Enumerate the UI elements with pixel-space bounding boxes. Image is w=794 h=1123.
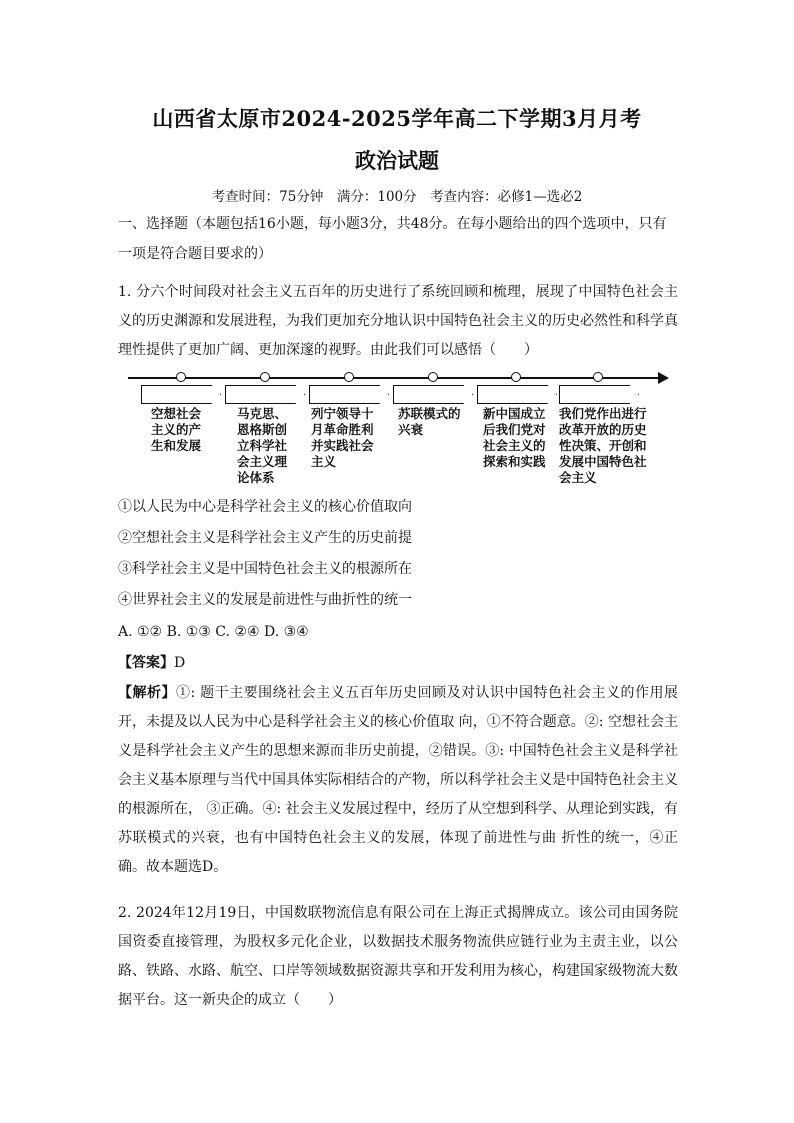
answer-options: A. ①② B. ①③ C. ②④ D. ③④ — [118, 624, 309, 640]
timeline-node — [593, 372, 603, 382]
answer-value: D — [174, 655, 186, 671]
analysis-paragraph — [118, 679, 678, 882]
answer-label: 【答案】 — [118, 655, 174, 671]
timeline-node — [344, 372, 354, 382]
timeline-arrow-tag — [559, 385, 639, 404]
timeline-arrow-icon — [658, 372, 669, 384]
analysis-text: ①: 题干主要围绕社会主义五百年历史回顾及对认识中国特色社会主义的作用展开，未提及以人民为中心是科学社会主义的核心价值取 向，①不符合题意。②: 空想社会主义是科学社会主义产生的思想来源而非历史前提，②错误。③: 中国特色社会主义是科学社会主义基本原理与当代中国具体实际相结合的产物，所以科学社会主义是中国特色社会主义的根源所在， ③正确。④: 社会主义发展过程中，经历了从空想到科学、从理论到实践，有苏联模式的兴衰，也有中国特色社会主义的发展，体现了前进性与曲 折性的统一，④正确。故本题选D。 — [118, 685, 678, 875]
timeline-arrow-tag — [393, 385, 473, 404]
timeline-arrow-tag — [141, 385, 221, 404]
timeline-node — [260, 372, 270, 382]
section-heading-line-1: 一、选择题（本题包括16小题，每小题3分，共48分。在每小题给出的四个选项中，只有 — [118, 216, 667, 232]
timeline-stage-4: 苏联模式的 兴衰 — [398, 406, 461, 437]
exam-info: 考查时间：75分钟 满分：100分 考查内容：必修1—选必2 — [211, 189, 583, 205]
timeline-stage-3: 列宁领导十 月革命胜利 并实践社会 主义 — [311, 406, 374, 469]
timeline-node — [176, 372, 186, 382]
statement-3: ③科学社会主义是中国特色社会主义的根源所在 — [118, 561, 412, 577]
timeline-node — [511, 372, 521, 382]
timeline-arrow-tag — [225, 385, 305, 404]
page-title: 山西省太原市2024-2025学年高二下学期3月月考 — [152, 106, 642, 131]
timeline-arrow-tag — [477, 385, 557, 404]
analysis-label: 【解析】 — [118, 685, 176, 701]
answer-line — [118, 653, 185, 673]
statement-1: ①以人民为中心是科学社会主义的核心价值取向 — [118, 499, 412, 515]
statement-2: ②空想社会主义是科学社会主义产生的历史前提 — [118, 530, 412, 546]
history-timeline — [125, 366, 675, 491]
timeline-stage-1: 空想社会 主义的产 生和发展 — [151, 406, 202, 453]
question-1-stem: 1. 分六个时间段对社会主义五百年的历史进行了系统回顾和梳理，展现了中国特色社会主义的历史渊源和发展进程，为我们更加充分地认识中国特色社会主义的历史必然性和科学真理性提供了更加广阔、更加深邃的视野。由此我们可以感悟（ ） — [118, 284, 678, 358]
timeline-stage-2: 马克思、 恩格斯创 立科学社 会主义理 论体系 — [237, 406, 288, 485]
question-2-stem: 2. 2024年12月19日，中国数联物流信息有限公司在上海正式揭牌成立。该公司由国务院国资委直接管理，为股权多元化企业，以数据技术服务物流供应链行业为主责主业，以公路、铁路、水路、航空、口岸等领域数据资源共享和开发利用为核心，构建国家级物流大数据平台。这一新央企的成立（ ） — [118, 905, 678, 1008]
timeline-node — [428, 372, 438, 382]
timeline-axis — [128, 377, 660, 379]
timeline-stage-5: 新中国成立 后我们党对 社会主义的 探索和实践 — [483, 406, 546, 469]
page-subtitle: 政治试题 — [355, 148, 439, 173]
timeline-stage-6: 我们党作出进行 改革开放的历史 性决策、开创和 发展中国特色社 会主义 — [559, 406, 647, 485]
section-heading-line-2: 一项是符合题目要求的） — [118, 246, 272, 262]
timeline-arrow-tag — [309, 385, 389, 404]
statement-4: ④世界社会主义的发展是前进性与曲折性的统一 — [118, 592, 412, 608]
